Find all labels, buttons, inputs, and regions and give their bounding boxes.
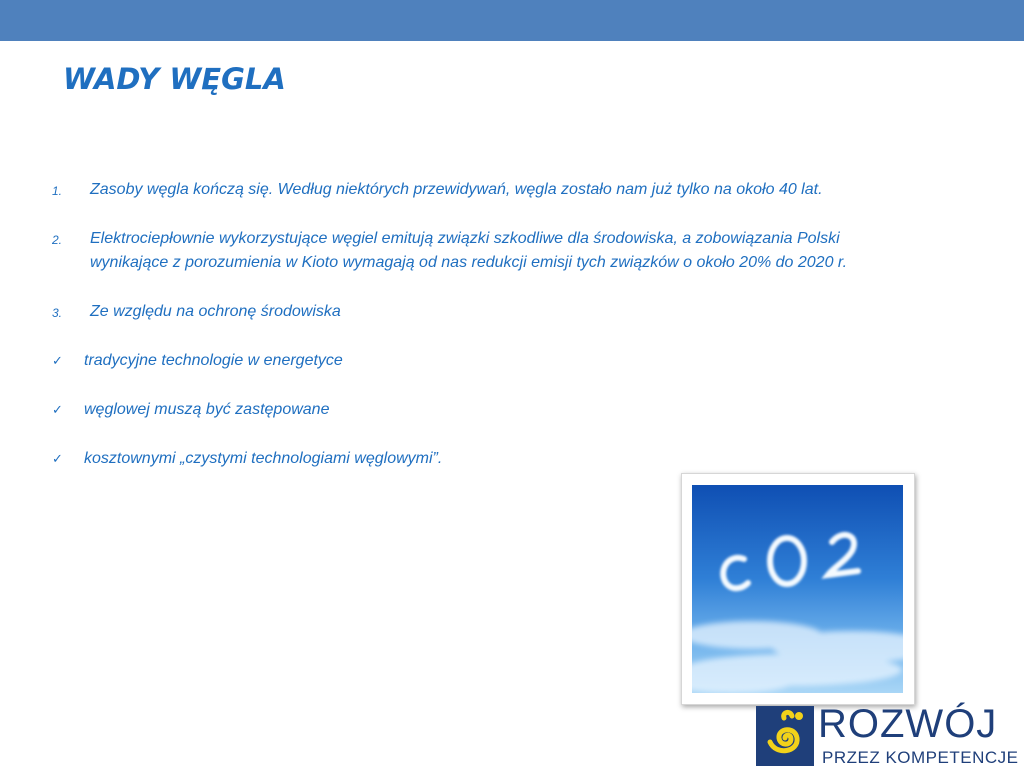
check-icon: ✓ — [52, 402, 63, 417]
list-number: 3. — [52, 306, 63, 320]
check-icon: ✓ — [52, 353, 63, 368]
list-item-text: Ze względu na ochronę środowiska — [90, 303, 341, 320]
co2-sky-image — [692, 485, 903, 693]
check-item-text: węglowej muszą być zastępowane — [84, 401, 330, 418]
check-item-text: kosztownymi „czystymi technologiami węglowymi”. — [84, 450, 443, 467]
top-color-band — [0, 0, 1024, 41]
list-item-text: Zasoby węgla kończą się. Według niektórych przewidywań, węgla zostało nam już tylko na około 40 lat. — [90, 181, 823, 198]
check-icon: ✓ — [52, 451, 63, 466]
list-item-text-line-2: wynikające z porozumienia w Kioto wymagają od nas redukcji emisji tych związków o około 20% do 2020 r. — [90, 254, 848, 271]
logo-tagline: PRZEZ KOMPETENCJE — [822, 748, 1019, 767]
slide-title: WADY WĘGLA — [63, 62, 286, 96]
check-item-text: tradycyjne technologie w energetyce — [84, 352, 343, 369]
logo-wordmark: ROZWÓJ — [818, 702, 998, 746]
list-number: 2. — [52, 233, 63, 247]
list-number: 1. — [52, 184, 63, 198]
snail-spiral-icon — [754, 704, 816, 768]
rozwoj-logo — [754, 704, 1024, 768]
co2-image-frame — [681, 473, 915, 705]
list-item-text-line-1: Elektrociepłownie wykorzystujące węgiel emitują związki szkodliwe dla środowiska, a zobowiązania Polski — [90, 230, 840, 247]
